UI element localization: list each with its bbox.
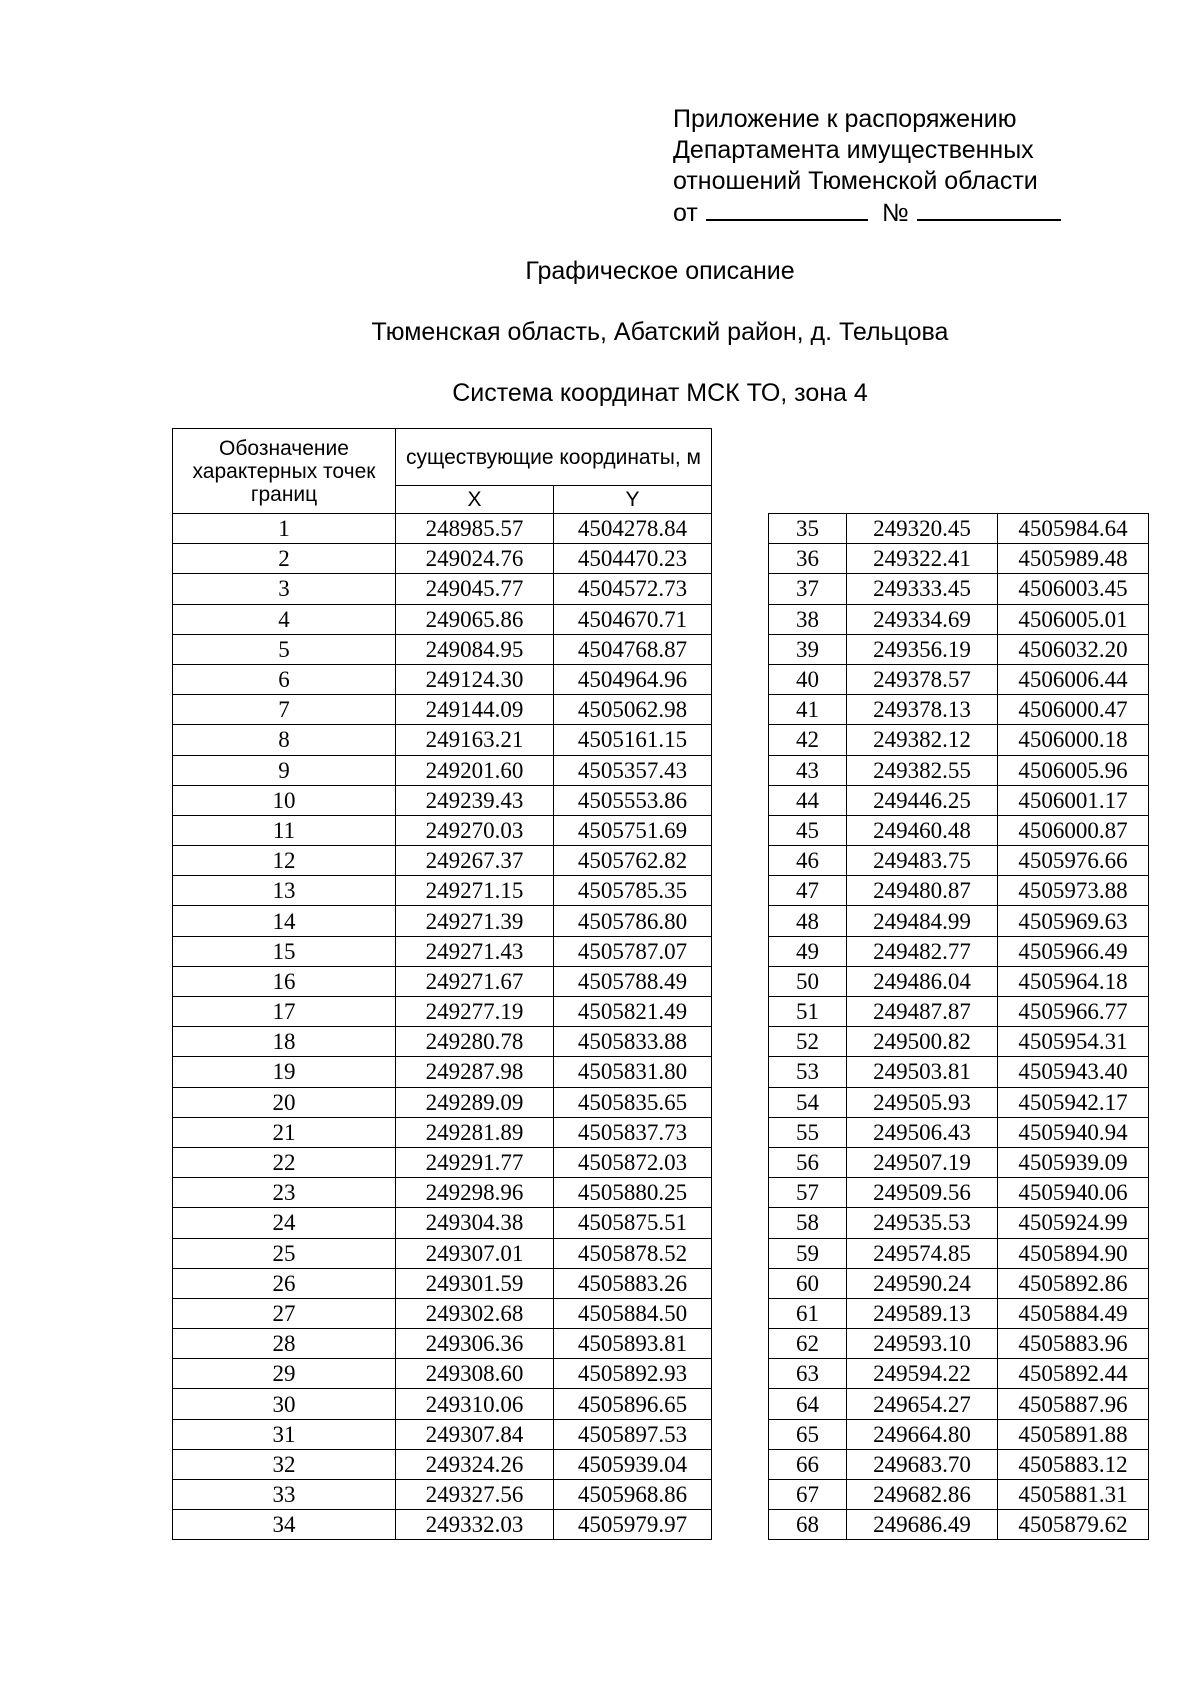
point-cell: 9 — [173, 755, 396, 785]
x-cell: 249483.75 — [847, 846, 998, 876]
x-cell: 249267.37 — [396, 846, 554, 876]
table-row — [173, 1389, 712, 1419]
point-cell: 53 — [769, 1057, 847, 1087]
point-cell: 54 — [769, 1087, 847, 1117]
x-cell: 249291.77 — [396, 1147, 554, 1177]
y-cell: 4505786.80 — [554, 906, 712, 936]
x-cell: 249589.13 — [847, 1298, 998, 1328]
point-cell: 66 — [769, 1449, 847, 1479]
y-cell: 4505897.53 — [554, 1419, 712, 1449]
y-cell: 4505943.40 — [998, 1057, 1149, 1087]
x-cell: 249486.04 — [847, 966, 998, 996]
y-cell: 4504964.96 — [554, 664, 712, 694]
y-cell: 4504278.84 — [554, 514, 712, 544]
y-cell: 4505062.98 — [554, 695, 712, 725]
table-row — [769, 1329, 1149, 1359]
point-cell: 63 — [769, 1359, 847, 1389]
point-cell: 26 — [173, 1268, 396, 1298]
number-blank — [917, 197, 1061, 221]
x-cell: 249322.41 — [847, 544, 998, 574]
table-row — [173, 1178, 712, 1208]
x-cell: 249378.13 — [847, 695, 998, 725]
table-row — [769, 664, 1149, 694]
point-cell: 5 — [173, 634, 396, 664]
y-cell: 4505880.25 — [554, 1178, 712, 1208]
y-cell: 4506032.20 — [998, 634, 1149, 664]
x-cell: 249484.99 — [847, 906, 998, 936]
y-cell: 4505833.88 — [554, 1027, 712, 1057]
x-cell: 249506.43 — [847, 1117, 998, 1147]
x-cell: 249332.03 — [396, 1510, 554, 1540]
header-line-2: Департамента имущественных — [673, 136, 1034, 164]
point-cell: 47 — [769, 876, 847, 906]
point-cell: 41 — [769, 695, 847, 725]
point-cell: 59 — [769, 1238, 847, 1268]
point-cell: 68 — [769, 1510, 847, 1540]
point-cell: 17 — [173, 997, 396, 1027]
point-cell: 21 — [173, 1117, 396, 1147]
point-cell: 60 — [769, 1268, 847, 1298]
y-cell: 4505894.90 — [998, 1238, 1149, 1268]
x-cell: 249163.21 — [396, 725, 554, 755]
table-row — [173, 1208, 712, 1238]
y-cell: 4505883.26 — [554, 1268, 712, 1298]
x-cell: 249505.93 — [847, 1087, 998, 1117]
y-cell: 4505969.63 — [998, 906, 1149, 936]
table-row — [769, 1087, 1149, 1117]
table-row — [769, 1147, 1149, 1177]
y-cell: 4505964.18 — [998, 966, 1149, 996]
point-cell: 37 — [769, 574, 847, 604]
x-cell: 249271.67 — [396, 966, 554, 996]
point-cell: 61 — [769, 1298, 847, 1328]
x-cell: 249460.48 — [847, 815, 998, 845]
table-row — [769, 695, 1149, 725]
x-cell: 249287.98 — [396, 1057, 554, 1087]
point-cell: 13 — [173, 876, 396, 906]
x-cell: 249682.86 — [847, 1480, 998, 1510]
point-cell: 29 — [173, 1359, 396, 1389]
x-cell: 249301.59 — [396, 1268, 554, 1298]
point-cell: 24 — [173, 1208, 396, 1238]
y-cell: 4505966.49 — [998, 936, 1149, 966]
table-row — [173, 1087, 712, 1117]
table-row — [173, 544, 712, 574]
col-y-header: Y — [554, 486, 712, 514]
point-cell: 7 — [173, 695, 396, 725]
point-cell: 40 — [769, 664, 847, 694]
table-row — [173, 604, 712, 634]
x-cell: 249320.45 — [847, 514, 998, 544]
point-cell: 58 — [769, 1208, 847, 1238]
point-cell: 57 — [769, 1178, 847, 1208]
coordinates-table-left — [172, 428, 712, 1540]
table-row — [173, 1057, 712, 1087]
point-cell: 64 — [769, 1389, 847, 1419]
table-row — [769, 1178, 1149, 1208]
table-row — [769, 815, 1149, 845]
y-cell: 4505831.80 — [554, 1057, 712, 1087]
col-point-header: Обозначение характерных точек границ — [173, 429, 396, 514]
point-cell: 20 — [173, 1087, 396, 1117]
y-cell: 4505878.52 — [554, 1238, 712, 1268]
x-cell: 249594.22 — [847, 1359, 998, 1389]
y-cell: 4505924.99 — [998, 1208, 1149, 1238]
x-cell: 249271.15 — [396, 876, 554, 906]
point-cell: 46 — [769, 846, 847, 876]
table-row — [173, 815, 712, 845]
point-cell: 27 — [173, 1298, 396, 1328]
y-cell: 4505896.65 — [554, 1389, 712, 1419]
point-cell: 62 — [769, 1329, 847, 1359]
y-cell: 4505940.06 — [998, 1178, 1149, 1208]
table-row — [769, 1449, 1149, 1479]
point-cell: 10 — [173, 785, 396, 815]
table-row — [173, 906, 712, 936]
x-cell: 249327.56 — [396, 1480, 554, 1510]
table-row — [173, 1268, 712, 1298]
x-cell: 249201.60 — [396, 755, 554, 785]
y-cell: 4505875.51 — [554, 1208, 712, 1238]
y-cell: 4504670.71 — [554, 604, 712, 634]
y-cell: 4505762.82 — [554, 846, 712, 876]
y-cell: 4505939.04 — [554, 1449, 712, 1479]
table-row — [769, 1208, 1149, 1238]
y-cell: 4505883.12 — [998, 1449, 1149, 1479]
x-cell: 249487.87 — [847, 997, 998, 1027]
table-row — [173, 1329, 712, 1359]
table-row — [769, 936, 1149, 966]
location-line: Тюменская область, Абатский район, д. Тельцова — [371, 318, 949, 346]
table-row — [173, 725, 712, 755]
x-cell: 249144.09 — [396, 695, 554, 725]
y-cell: 4505788.49 — [554, 966, 712, 996]
x-cell: 249302.68 — [396, 1298, 554, 1328]
point-cell: 16 — [173, 966, 396, 996]
y-cell: 4506003.45 — [998, 574, 1149, 604]
document-title: Графическое описание — [525, 257, 795, 285]
x-cell: 249271.39 — [396, 906, 554, 936]
x-cell: 249509.56 — [847, 1178, 998, 1208]
table-row — [769, 1359, 1149, 1389]
x-cell: 249124.30 — [396, 664, 554, 694]
y-cell: 4505553.86 — [554, 785, 712, 815]
y-cell: 4505892.93 — [554, 1359, 712, 1389]
x-cell: 249356.19 — [847, 634, 998, 664]
x-cell: 249306.36 — [396, 1329, 554, 1359]
y-cell: 4505984.64 — [998, 514, 1149, 544]
table-row — [769, 1027, 1149, 1057]
point-cell: 25 — [173, 1238, 396, 1268]
y-cell: 4506000.18 — [998, 725, 1149, 755]
table-row — [769, 514, 1149, 544]
y-cell: 4505872.03 — [554, 1147, 712, 1177]
appendix-header — [673, 104, 1061, 229]
x-cell: 249683.70 — [847, 1449, 998, 1479]
x-cell: 249084.95 — [396, 634, 554, 664]
x-cell: 249378.57 — [847, 664, 998, 694]
y-cell: 4505979.97 — [554, 1510, 712, 1540]
point-cell: 19 — [173, 1057, 396, 1087]
y-cell: 4505892.44 — [998, 1359, 1149, 1389]
x-cell: 249500.82 — [847, 1027, 998, 1057]
point-cell: 48 — [769, 906, 847, 936]
x-cell: 249239.43 — [396, 785, 554, 815]
table-row — [173, 755, 712, 785]
point-cell: 44 — [769, 785, 847, 815]
date-blank — [706, 197, 868, 221]
point-cell: 49 — [769, 936, 847, 966]
y-cell: 4505751.69 — [554, 815, 712, 845]
x-cell: 249281.89 — [396, 1117, 554, 1147]
x-cell: 249382.12 — [847, 725, 998, 755]
y-cell: 4506005.96 — [998, 755, 1149, 785]
point-cell: 56 — [769, 1147, 847, 1177]
table-row — [173, 936, 712, 966]
x-cell: 249304.38 — [396, 1208, 554, 1238]
table-row — [173, 664, 712, 694]
table-row — [173, 695, 712, 725]
point-cell: 35 — [769, 514, 847, 544]
table-row — [769, 1389, 1149, 1419]
point-cell: 51 — [769, 997, 847, 1027]
y-cell: 4505161.15 — [554, 725, 712, 755]
y-cell: 4505966.77 — [998, 997, 1149, 1027]
table-row — [769, 1298, 1149, 1328]
x-cell: 249065.86 — [396, 604, 554, 634]
table-row — [173, 1298, 712, 1328]
x-cell: 249382.55 — [847, 755, 998, 785]
y-cell: 4505881.31 — [998, 1480, 1149, 1510]
table-row — [769, 846, 1149, 876]
x-cell: 249298.96 — [396, 1178, 554, 1208]
table-row — [769, 906, 1149, 936]
table-row — [173, 846, 712, 876]
point-cell: 3 — [173, 574, 396, 604]
y-cell: 4505883.96 — [998, 1329, 1149, 1359]
y-cell: 4506001.17 — [998, 785, 1149, 815]
point-cell: 1 — [173, 514, 396, 544]
table-row — [769, 1419, 1149, 1449]
x-cell: 249507.19 — [847, 1147, 998, 1177]
point-cell: 67 — [769, 1480, 847, 1510]
point-cell: 15 — [173, 936, 396, 966]
table-row — [173, 997, 712, 1027]
table-row — [173, 1147, 712, 1177]
table-row — [769, 1480, 1149, 1510]
table-row — [769, 544, 1149, 574]
x-cell: 249308.60 — [396, 1359, 554, 1389]
table-row — [769, 1238, 1149, 1268]
x-cell: 249482.77 — [847, 936, 998, 966]
table-row — [173, 1480, 712, 1510]
point-cell: 52 — [769, 1027, 847, 1057]
from-label: от — [673, 199, 698, 227]
table-row — [173, 1027, 712, 1057]
x-cell: 249271.43 — [396, 936, 554, 966]
table-row — [769, 1268, 1149, 1298]
point-cell: 45 — [769, 815, 847, 845]
y-cell: 4504572.73 — [554, 574, 712, 604]
y-cell: 4505892.86 — [998, 1268, 1149, 1298]
y-cell: 4505884.50 — [554, 1298, 712, 1328]
table-row — [173, 785, 712, 815]
point-cell: 2 — [173, 544, 396, 574]
point-cell: 39 — [769, 634, 847, 664]
y-cell: 4504470.23 — [554, 544, 712, 574]
x-cell: 249307.84 — [396, 1419, 554, 1449]
point-cell: 14 — [173, 906, 396, 936]
point-cell: 33 — [173, 1480, 396, 1510]
y-cell: 4506000.47 — [998, 695, 1149, 725]
x-cell: 249654.27 — [847, 1389, 998, 1419]
x-cell: 249277.19 — [396, 997, 554, 1027]
point-cell: 23 — [173, 1178, 396, 1208]
table-row — [769, 725, 1149, 755]
x-cell: 249590.24 — [847, 1268, 998, 1298]
table-row — [173, 1359, 712, 1389]
point-cell: 8 — [173, 725, 396, 755]
y-cell: 4505940.94 — [998, 1117, 1149, 1147]
y-cell: 4505879.62 — [998, 1510, 1149, 1540]
x-cell: 249593.10 — [847, 1329, 998, 1359]
point-cell: 30 — [173, 1389, 396, 1419]
table-row — [769, 997, 1149, 1027]
x-cell: 249307.01 — [396, 1238, 554, 1268]
number-label: № — [881, 199, 909, 227]
y-cell: 4505968.86 — [554, 1480, 712, 1510]
point-cell: 11 — [173, 815, 396, 845]
table-row — [173, 876, 712, 906]
table-row — [173, 966, 712, 996]
y-cell: 4505785.35 — [554, 876, 712, 906]
point-cell: 38 — [769, 604, 847, 634]
point-cell: 32 — [173, 1449, 396, 1479]
point-cell: 43 — [769, 755, 847, 785]
x-cell: 249686.49 — [847, 1510, 998, 1540]
x-cell: 249503.81 — [847, 1057, 998, 1087]
point-cell: 42 — [769, 725, 847, 755]
x-cell: 248985.57 — [396, 514, 554, 544]
table-row — [769, 785, 1149, 815]
x-cell: 249310.06 — [396, 1389, 554, 1419]
header-line-1: Приложение к распоряжению — [673, 105, 1017, 133]
table-row — [173, 1510, 712, 1540]
x-cell: 249664.80 — [847, 1419, 998, 1449]
x-cell: 249280.78 — [396, 1027, 554, 1057]
y-cell: 4505989.48 — [998, 544, 1149, 574]
y-cell: 4505973.88 — [998, 876, 1149, 906]
table-row — [173, 574, 712, 604]
x-cell: 249446.25 — [847, 785, 998, 815]
point-cell: 55 — [769, 1117, 847, 1147]
table-row — [173, 1238, 712, 1268]
y-cell: 4505835.65 — [554, 1087, 712, 1117]
y-cell: 4504768.87 — [554, 634, 712, 664]
point-cell: 50 — [769, 966, 847, 996]
y-cell: 4506006.44 — [998, 664, 1149, 694]
point-cell: 31 — [173, 1419, 396, 1449]
point-cell: 22 — [173, 1147, 396, 1177]
x-cell: 249535.53 — [847, 1208, 998, 1238]
x-cell: 249480.87 — [847, 876, 998, 906]
table-row — [173, 1419, 712, 1449]
table-row — [173, 634, 712, 664]
point-cell: 12 — [173, 846, 396, 876]
x-cell: 249045.77 — [396, 574, 554, 604]
x-cell: 249574.85 — [847, 1238, 998, 1268]
y-cell: 4505976.66 — [998, 846, 1149, 876]
x-cell: 249024.76 — [396, 544, 554, 574]
point-cell: 36 — [769, 544, 847, 574]
point-cell: 18 — [173, 1027, 396, 1057]
point-cell: 28 — [173, 1329, 396, 1359]
left-table-body — [173, 514, 712, 1540]
x-cell: 249270.03 — [396, 815, 554, 845]
point-cell: 65 — [769, 1419, 847, 1449]
y-cell: 4505942.17 — [998, 1087, 1149, 1117]
table-row — [769, 755, 1149, 785]
x-cell: 249289.09 — [396, 1087, 554, 1117]
y-cell: 4505887.96 — [998, 1389, 1149, 1419]
header-date-number-line — [673, 197, 1061, 229]
table-row — [173, 1117, 712, 1147]
y-cell: 4505939.09 — [998, 1147, 1149, 1177]
y-cell: 4505891.88 — [998, 1419, 1149, 1449]
table-row — [769, 1057, 1149, 1087]
right-table-body — [769, 514, 1149, 1540]
table-row — [173, 1449, 712, 1479]
table-row — [769, 966, 1149, 996]
x-cell: 249324.26 — [396, 1449, 554, 1479]
y-cell: 4505884.49 — [998, 1298, 1149, 1328]
table-row — [769, 876, 1149, 906]
y-cell: 4505787.07 — [554, 936, 712, 966]
y-cell: 4505357.43 — [554, 755, 712, 785]
header-line-3: отношений Тюменской области — [673, 167, 1038, 195]
y-cell: 4505893.81 — [554, 1329, 712, 1359]
x-cell: 249334.69 — [847, 604, 998, 634]
x-cell: 249333.45 — [847, 574, 998, 604]
y-cell: 4505837.73 — [554, 1117, 712, 1147]
coordinates-table-right — [768, 513, 1149, 1540]
y-cell: 4505821.49 — [554, 997, 712, 1027]
point-cell: 6 — [173, 664, 396, 694]
point-cell: 4 — [173, 604, 396, 634]
table-row — [769, 604, 1149, 634]
y-cell: 4505954.31 — [998, 1027, 1149, 1057]
table-row — [769, 574, 1149, 604]
y-cell: 4506000.87 — [998, 815, 1149, 845]
point-cell: 34 — [173, 1510, 396, 1540]
table-row — [769, 634, 1149, 664]
table-row — [769, 1117, 1149, 1147]
y-cell: 4506005.01 — [998, 604, 1149, 634]
table-row — [769, 1510, 1149, 1540]
col-x-header: X — [396, 486, 554, 514]
table-row — [173, 514, 712, 544]
coordinate-system-line: Система координат МСК ТО, зона 4 — [452, 379, 868, 407]
col-coords-header: существующие координаты, м — [396, 429, 712, 486]
